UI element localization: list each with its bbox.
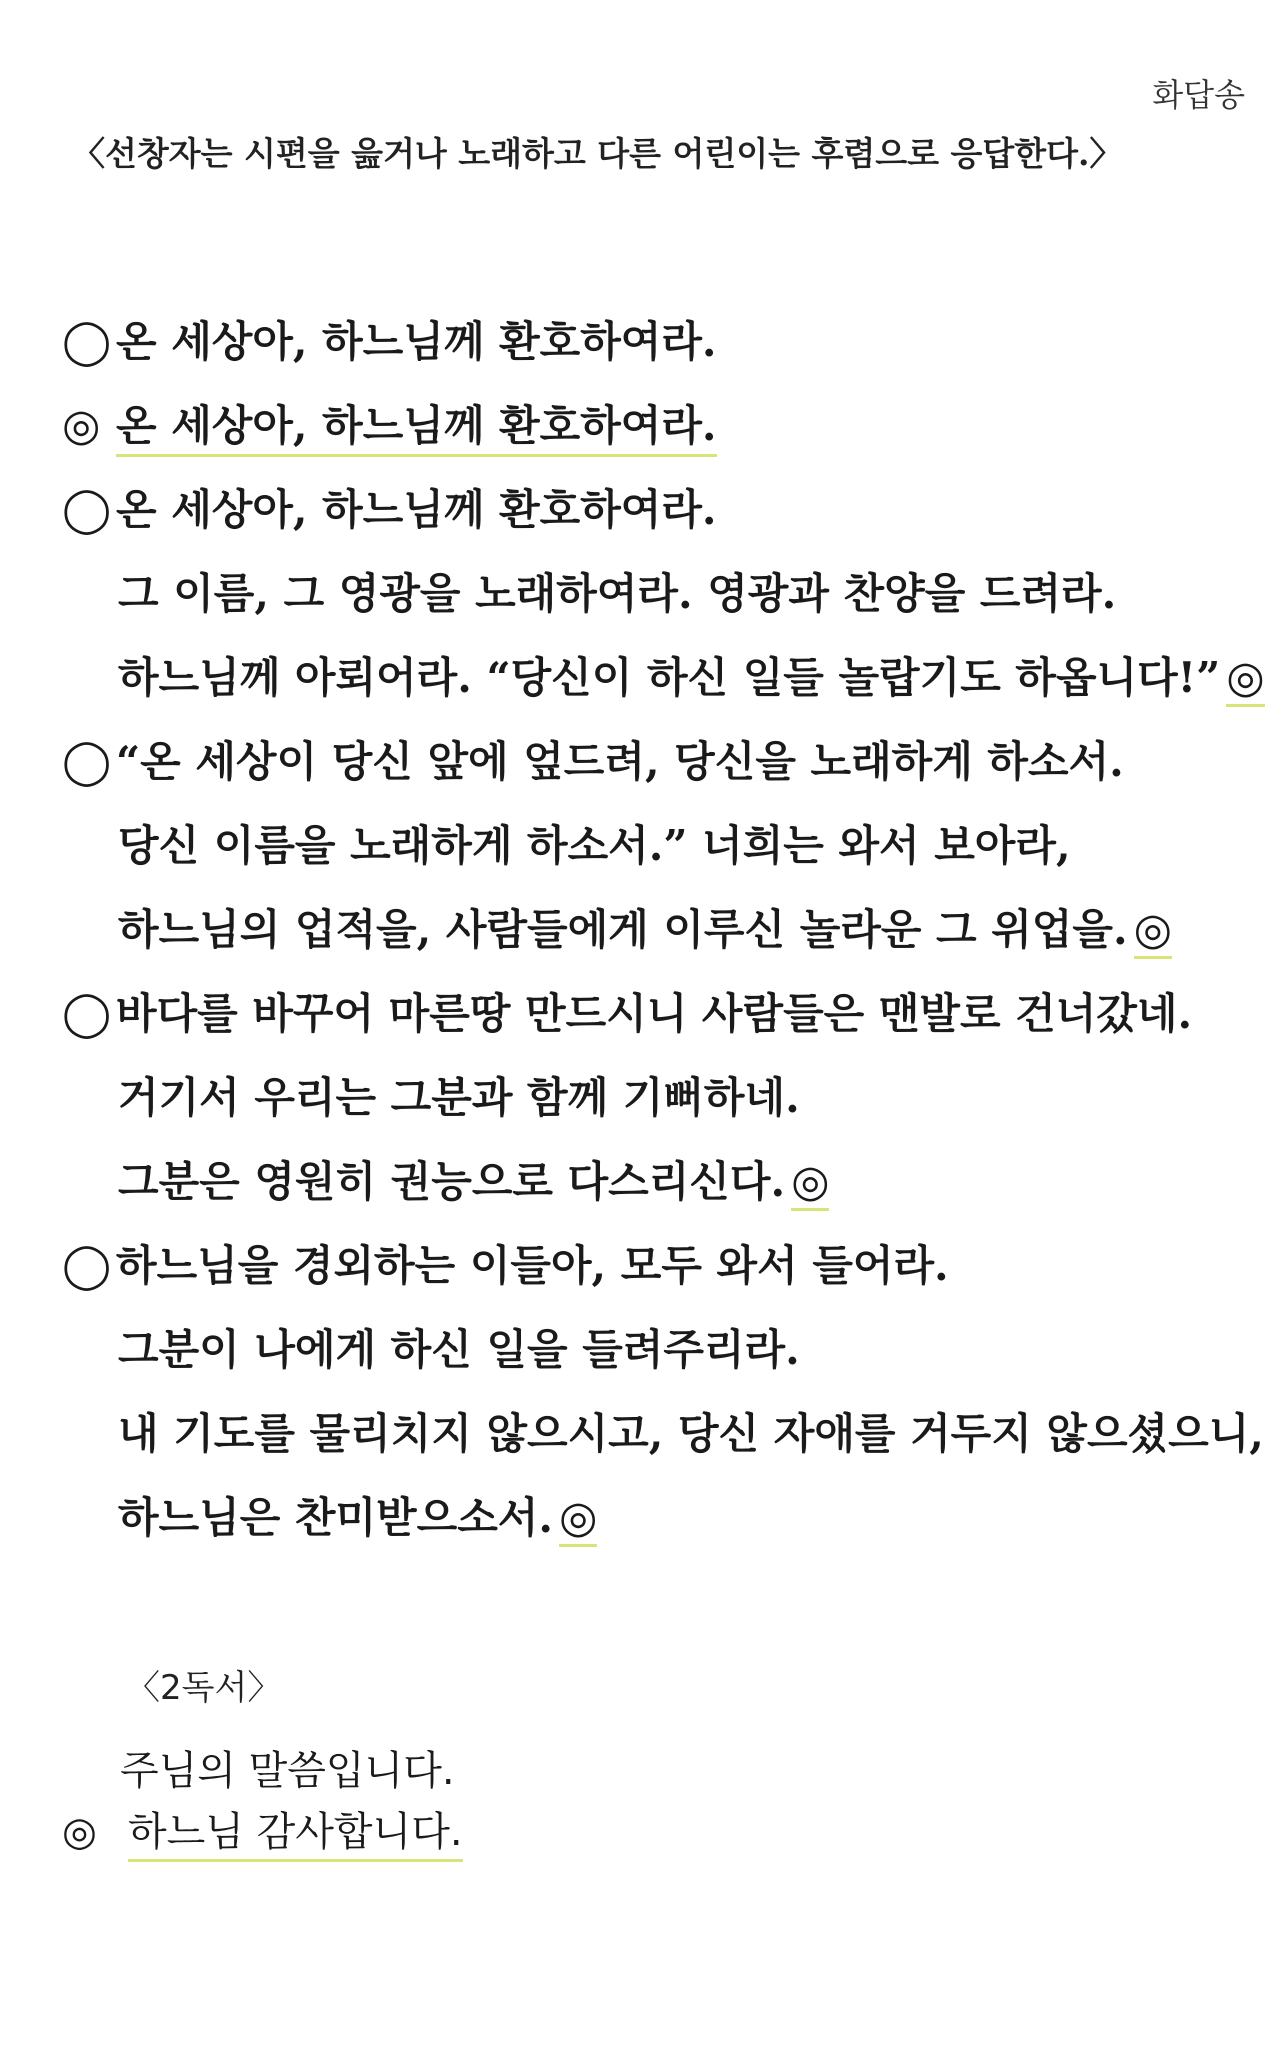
responsorial-psalm	[62, 300, 1265, 1560]
leader-circle-icon: ◯	[62, 736, 112, 787]
verse-text: 바다를 바꾸어 마른땅 만드시니 사람들은 맨발로 건너갔네.	[116, 989, 1193, 1038]
stanza-3-line-2	[62, 1056, 1262, 1140]
leader-circle-icon: ◯	[62, 988, 112, 1039]
verse-text: 그분은 영원히 권능으로 다스리신다.	[118, 1157, 786, 1206]
verse-text: 거기서 우리는 그분과 함께 기뻐하네.	[118, 1073, 800, 1122]
stanza-2-line-1	[62, 720, 1262, 804]
response-double-circle-icon: ◎	[559, 1492, 597, 1547]
leader-circle-icon: ◯	[62, 484, 112, 535]
stanza-2-line-3	[62, 888, 1262, 972]
reading-response-text: 하느님 감사합니다.	[128, 1809, 463, 1862]
verse-text: 온 세상아, 하느님께 환호하여라.	[116, 485, 717, 534]
stanza-4-line-2	[62, 1308, 1262, 1392]
reading-label: 〈2독서〉	[126, 1668, 282, 1708]
response-double-circle-icon: ◎	[62, 400, 101, 451]
leader-circle-icon: ◯	[62, 316, 112, 367]
stanza-2-line-2	[62, 804, 1262, 888]
stanza-3-line-1	[62, 972, 1262, 1056]
verse-text: 하느님은 찬미받으소서.	[118, 1493, 553, 1542]
stanza-1-line-2	[62, 552, 1262, 636]
response-double-circle-icon: ◎	[1134, 904, 1172, 959]
leader-circle-icon: ◯	[62, 1240, 112, 1291]
stanza-1-line-3	[62, 636, 1265, 720]
verse-text: “온 세상이 당신 앞에 엎드려, 당신을 노래하게 하소서.	[116, 737, 1124, 786]
refrain-text: 온 세상아, 하느님께 환호하여라.	[116, 317, 717, 366]
stanza-3-line-3	[62, 1140, 1262, 1224]
page-title: 화답송	[1152, 76, 1245, 114]
verse-text: 하느님께 아뢰어라. “당신이 하신 일들 놀랍기도 하옵니다!”	[118, 653, 1221, 702]
second-reading	[120, 1660, 455, 1796]
stanza-1-line-1	[62, 468, 1262, 552]
reading-response	[62, 1800, 463, 1857]
refrain-response	[62, 384, 1262, 468]
refrain-leader	[62, 300, 1262, 384]
verse-text: 그분이 나에게 하신 일을 들려주리라.	[118, 1325, 800, 1374]
stanza-4-line-3	[62, 1392, 1262, 1476]
verse-text: 하느님의 업적을, 사람들에게 이루신 놀라운 그 위업을.	[118, 905, 1128, 954]
response-double-circle-icon: ◎	[62, 1809, 97, 1855]
rubric-instruction: 〈선창자는 시편을 읊거나 노래하고 다른 어린이는 후렴으로 응답한다.〉	[72, 134, 1123, 173]
reading-conclusion: 주님의 말씀입니다.	[120, 1748, 455, 1794]
stanza-4-line-4	[62, 1476, 1262, 1560]
verse-text: 하느님을 경외하는 이들아, 모두 와서 들어라.	[116, 1241, 949, 1290]
verse-text: 당신 이름을 노래하게 하소서.” 너희는 와서 보아라,	[118, 821, 1071, 870]
response-double-circle-icon: ◎	[1226, 652, 1264, 707]
stanza-4-line-1	[62, 1224, 1262, 1308]
refrain-text-highlighted: 온 세상아, 하느님께 환호하여라.	[116, 401, 717, 457]
response-double-circle-icon: ◎	[791, 1156, 829, 1211]
verse-text: 내 기도를 물리치지 않으시고, 당신 자애를 거두지 않으셨으니,	[118, 1409, 1264, 1458]
verse-text: 그 이름, 그 영광을 노래하여라. 영광과 찬양을 드려라.	[118, 569, 1117, 618]
